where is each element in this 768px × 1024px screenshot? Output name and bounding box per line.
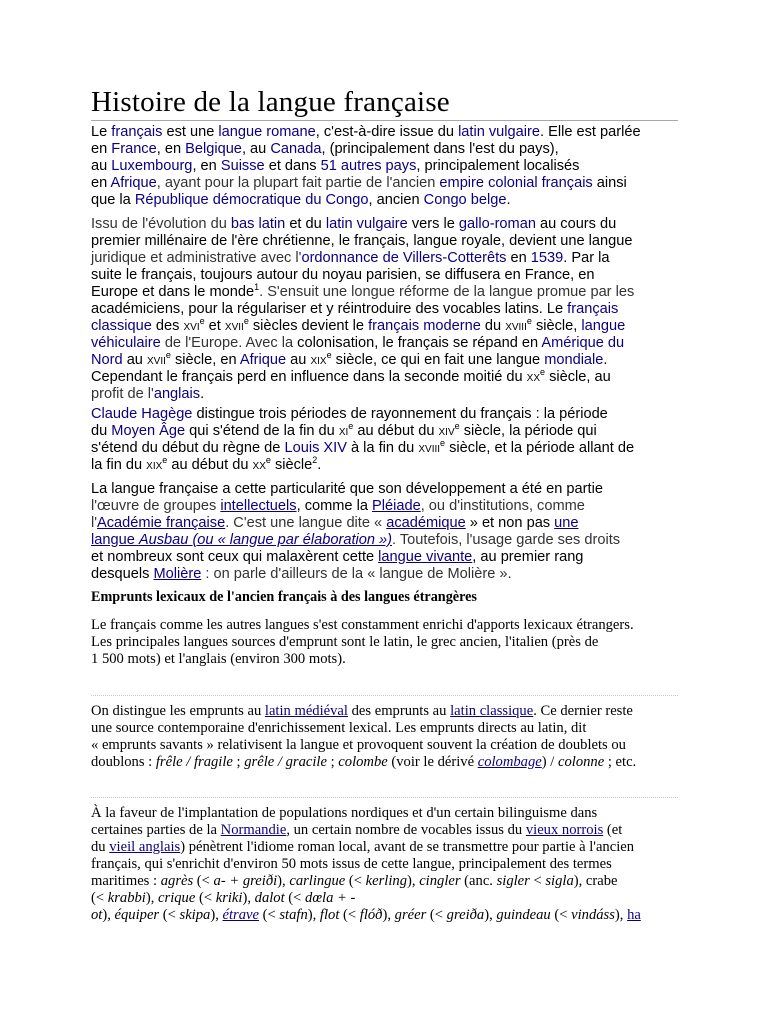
wiki-link[interactable]: latin vulgaire xyxy=(325,216,408,232)
superscript: e xyxy=(162,455,168,466)
superscript: 1 xyxy=(254,282,260,293)
text-run: juridique et administrative avec l' xyxy=(91,250,302,266)
superscript: 2 xyxy=(312,455,318,466)
text-run: distingue trois périodes de rayonnement du français : la période xyxy=(192,406,608,422)
superscript: e xyxy=(165,350,171,361)
text-run: siècles devient le xyxy=(248,318,369,334)
text-run: ), xyxy=(145,890,159,906)
text-run: xvi xyxy=(183,318,200,334)
norse-paragraph xyxy=(91,805,691,924)
text-run: flóð xyxy=(359,907,383,923)
text-run: Issu de l'évolution du xyxy=(91,216,231,232)
wiki-link[interactable]: langue xyxy=(581,318,626,334)
text-run: colonisation xyxy=(297,335,375,351)
text-run: Europe et dans le monde xyxy=(91,284,255,300)
text-run: , (principalement dans l'est du pays), xyxy=(321,141,559,157)
text-run: ) / xyxy=(541,754,558,770)
text-run: et xyxy=(204,318,225,334)
wiki-link[interactable]: étrave xyxy=(222,907,259,923)
text-run: profit de l' xyxy=(91,386,154,402)
section-separator xyxy=(91,797,678,798)
text-run: À la faveur de l'implantation de populations nordiques et d'un certain bilinguisme dans xyxy=(91,805,598,821)
text-run: (< xyxy=(426,907,447,923)
text-run: Les principales langues sources d'emprunt sont le latin, le grec ancien, l'italien (près de xyxy=(91,634,599,650)
wiki-link[interactable]: Suisse xyxy=(220,158,265,174)
text-run: suite le français, toujours autour du noyau parisien, se diffusera en France, en xyxy=(91,267,595,283)
text-run: au début du xyxy=(167,457,253,473)
text-run: , au premier rang xyxy=(472,549,584,565)
title-divider xyxy=(91,120,678,121)
wiki-link[interactable]: vieux norrois xyxy=(525,822,604,838)
text-run: Le français comme les autres langues s'est constamment enrichi d'apports lexicaux étrangers. xyxy=(91,617,634,633)
text-run: grêle / gracile xyxy=(244,754,327,770)
wiki-link[interactable]: gallo-roman xyxy=(458,216,536,232)
text-run: (< xyxy=(195,890,216,906)
text-run: et du xyxy=(285,216,326,232)
text-run: colonne xyxy=(557,754,605,770)
text-run: des emprunts au xyxy=(347,703,451,719)
wiki-link[interactable]: latin vulgaire xyxy=(458,124,540,140)
text-run: , ou d'institutions, comme xyxy=(420,498,585,514)
hagege-paragraph xyxy=(91,406,691,474)
superscript: e xyxy=(348,421,354,432)
text-run: (voir le dérivé xyxy=(387,754,478,770)
page-title: Histoire de la langue française xyxy=(91,86,450,118)
text-run: maritimes : xyxy=(91,873,161,889)
text-run: . S'ensuit une longue réforme de la langue promue par les xyxy=(259,284,635,300)
text-run: , ayant pour la plupart fait partie de l'ancien xyxy=(156,175,440,191)
text-run: au xyxy=(122,352,147,368)
wiki-link[interactable]: République démocratique du Congo xyxy=(134,192,369,208)
text-run: siècle, xyxy=(531,318,582,334)
text-run: siècle xyxy=(270,457,313,473)
text-run: ; etc. xyxy=(604,754,637,770)
text-run: ot xyxy=(91,907,103,923)
text-run: xix xyxy=(310,352,327,368)
text-run: , au xyxy=(241,141,271,157)
text-run: desquels xyxy=(91,566,154,582)
text-run: , en xyxy=(156,141,186,157)
text-run: . xyxy=(603,352,608,368)
text-run: doublons : xyxy=(91,754,156,770)
text-run: ), xyxy=(242,890,255,906)
text-run: a- + greiði xyxy=(213,873,278,889)
wiki-link[interactable]: colombage xyxy=(477,754,542,770)
text-run: siècle, et la période allant de xyxy=(445,440,635,456)
text-run: xi xyxy=(338,423,349,439)
wiki-link[interactable]: 51 autres pays xyxy=(320,158,417,174)
wiki-link[interactable]: Pléiade xyxy=(372,498,421,514)
text-run: ), xyxy=(484,907,497,923)
text-run: xiv xyxy=(438,423,455,439)
text-run: ) pénètrent l'idiome roman local, avant de se transmettre pour partie à l'ancien xyxy=(180,839,635,855)
wiki-link[interactable]: langue vivante xyxy=(378,549,473,565)
text-run: équiper xyxy=(114,907,160,923)
text-run: « emprunts savants » relativisent la langue et provoquent souvent la création de doublets ou xyxy=(91,737,626,753)
text-run: ), xyxy=(210,907,223,923)
wiki-link[interactable]: langue romane xyxy=(218,124,316,140)
text-run: skipa xyxy=(179,907,211,923)
text-run: siècle, la période qui xyxy=(459,423,597,439)
text-run: , un certain nombre de vocables issus du xyxy=(286,822,526,838)
wiki-link[interactable]: français xyxy=(567,301,619,317)
text-run: ), xyxy=(102,907,115,923)
text-run: , ancien xyxy=(368,192,424,208)
latin-paragraph xyxy=(91,703,691,771)
text-run: sigler xyxy=(496,873,530,889)
text-run: et nombreux sont ceux qui malaxèrent cette xyxy=(91,549,379,565)
borrowings-paragraph xyxy=(91,617,691,668)
text-run: stafn xyxy=(279,907,308,923)
text-run: ), xyxy=(307,907,320,923)
text-run: xx xyxy=(526,369,541,385)
text-run: . Toutefois, l'usage garde ses droits xyxy=(392,532,621,548)
text-run: xix xyxy=(146,457,163,473)
text-run: : on parle d'ailleurs de la « langue de Molière ». xyxy=(201,566,512,582)
wiki-link[interactable]: Belgique xyxy=(185,141,242,157)
text-run: carlingue xyxy=(289,873,346,889)
text-run: La langue française a cette particularité que son développement a été en partie xyxy=(91,481,603,497)
wiki-link[interactable]: Claude Hagège xyxy=(91,406,193,422)
text-run: , principalement localisés xyxy=(416,158,580,174)
superscript: e xyxy=(526,316,532,327)
text-run: (< xyxy=(550,907,572,923)
text-run: xvii xyxy=(224,318,244,334)
text-run: flot xyxy=(319,907,340,923)
text-run: , le français se répand en xyxy=(374,335,542,351)
text-run: < xyxy=(529,873,546,889)
wiki-link[interactable]: ordonnance de Villers-Cotterêts xyxy=(301,250,507,266)
wiki-link[interactable]: français xyxy=(111,124,163,140)
wiki-link[interactable]: 1539 xyxy=(530,250,564,266)
text-run: , en xyxy=(192,158,221,174)
text-run: en xyxy=(506,250,531,266)
text-run: qui s'étend de la fin du xyxy=(185,423,339,439)
text-run: agrès xyxy=(160,873,194,889)
text-run: du xyxy=(480,318,506,334)
wiki-link[interactable]: Nord xyxy=(91,352,123,368)
text-run: siècle, au xyxy=(545,369,611,385)
superscript: e xyxy=(265,455,271,466)
text-run: siècle, ce qui en fait une langue xyxy=(331,352,545,368)
text-run: . xyxy=(506,192,511,208)
superscript: e xyxy=(326,350,332,361)
text-run: , c'est-à-dire issue du xyxy=(315,124,459,140)
text-run: greiða xyxy=(446,907,485,923)
text-run: de l'Europe. Avec la xyxy=(160,335,298,351)
superscript: e xyxy=(440,438,446,449)
text-run: (anc. xyxy=(460,873,497,889)
wiki-link[interactable]: Ausbau (ou « langue par élaboration ») xyxy=(138,532,393,548)
text-run: . xyxy=(200,386,205,402)
text-run: (et xyxy=(603,822,623,838)
history-paragraph xyxy=(91,216,691,403)
text-run: kriki xyxy=(215,890,243,906)
text-run: s'étend du début du règne de xyxy=(91,440,285,456)
text-run: français, qui s'enrichit d'environ 50 mots issus de cette langue, principalement des termes xyxy=(91,856,612,872)
text-run: en xyxy=(91,141,112,157)
wiki-link[interactable]: intellectuels xyxy=(220,498,297,514)
wiki-link[interactable]: Louis XIV xyxy=(284,440,347,456)
text-run: cingler xyxy=(419,873,461,889)
text-run: sigla xyxy=(545,873,574,889)
text-run: est une xyxy=(162,124,219,140)
text-run: des xyxy=(151,318,184,334)
wiki-link[interactable]: vieil anglais xyxy=(109,839,181,855)
wiki-link[interactable]: anglais xyxy=(153,386,201,402)
superscript: e xyxy=(243,316,249,327)
wiki-link[interactable]: mondiale xyxy=(544,352,604,368)
section-separator xyxy=(91,695,678,696)
text-run: ; xyxy=(326,754,339,770)
text-run: crique xyxy=(158,890,196,906)
text-run: . Par la xyxy=(563,250,610,266)
text-run: au xyxy=(286,352,311,368)
text-run: xviii xyxy=(505,318,527,334)
text-run: la fin du xyxy=(91,457,147,473)
text-run: académiciens, pour la régulariser et y réintroduire des vocables latins. Le xyxy=(91,301,568,317)
text-run: . xyxy=(317,457,322,473)
wiki-link[interactable]: Molière xyxy=(153,566,202,582)
superscript: e xyxy=(199,316,205,327)
wiki-link[interactable]: Canada xyxy=(270,141,322,157)
text-run: ), crabe xyxy=(573,873,618,889)
text-run: (< xyxy=(284,890,306,906)
text-run: au xyxy=(91,158,112,174)
text-run: . Elle est parlée xyxy=(540,124,641,140)
text-run: 1 500 mots) et l'anglais (environ 300 mots). xyxy=(91,651,346,667)
wiki-link[interactable]: Afrique xyxy=(239,352,287,368)
wiki-link[interactable]: une xyxy=(554,515,579,531)
intro-paragraph xyxy=(91,124,691,209)
text-run: l'œuvre de groupes xyxy=(91,498,221,514)
text-run: guindeau xyxy=(496,907,551,923)
text-run: frêle / fragile xyxy=(155,754,233,770)
text-run: On distingue les emprunts au xyxy=(91,703,265,719)
text-run: premier millénaire de l'ère chrétienne, le français, langue royale, devient une langue xyxy=(91,233,633,249)
wiki-link[interactable]: latin classique xyxy=(450,703,534,719)
text-run: siècle, en xyxy=(170,352,240,368)
text-run: en xyxy=(91,175,111,191)
text-run: (< xyxy=(159,907,180,923)
superscript: e xyxy=(454,421,460,432)
text-run: vindáss xyxy=(571,907,615,923)
text-run: kerling xyxy=(365,873,408,889)
wiki-link[interactable]: Académie française xyxy=(97,515,226,531)
text-run: au cours du xyxy=(535,216,617,232)
text-run: dalot xyxy=(254,890,285,906)
text-run: xx xyxy=(252,457,266,473)
wiki-link[interactable]: Luxembourg xyxy=(111,158,193,174)
text-run: dœla + - xyxy=(305,890,356,906)
text-run: du xyxy=(91,839,110,855)
text-run: krabbi xyxy=(107,890,146,906)
text-run: Cependant le français perd en influence dans la seconde moitié du xyxy=(91,369,527,385)
wiki-link[interactable]: Normandie xyxy=(220,822,287,838)
wiki-link[interactable]: Moyen Âge xyxy=(111,423,186,439)
text-run: une source contemporaine d'enrichissement lexical. Les emprunts directs au latin, dit xyxy=(91,720,587,736)
text-run: ainsi xyxy=(592,175,627,191)
text-run: à la fin du xyxy=(346,440,419,456)
text-run: (< xyxy=(345,873,366,889)
text-run: . C'est une langue dite « xyxy=(225,515,387,531)
wiki-link[interactable]: français moderne xyxy=(368,318,481,334)
wiki-link[interactable]: ha xyxy=(627,907,641,923)
wiki-link[interactable]: classique xyxy=(91,318,152,334)
superscript: e xyxy=(540,367,546,378)
wiki-link[interactable]: Amérique du xyxy=(541,335,625,351)
text-run: ), xyxy=(614,907,628,923)
text-run: xvii xyxy=(146,352,166,368)
text-run: Le xyxy=(91,124,112,140)
text-run: » et non pas xyxy=(465,515,555,531)
wiki-link[interactable]: empire colonial français xyxy=(439,175,593,191)
text-run: ), xyxy=(277,873,290,889)
wiki-link[interactable]: latin médiéval xyxy=(264,703,348,719)
text-run: . Ce dernier reste xyxy=(533,703,633,719)
wiki-link[interactable]: langue xyxy=(91,532,139,548)
text-run: ), xyxy=(407,873,420,889)
text-run: (< xyxy=(339,907,360,923)
section-heading: Emprunts lexicaux de l'ancien français à des langues étrangères xyxy=(91,589,477,605)
wiki-link[interactable]: Congo belge xyxy=(423,192,507,208)
text-run: et dans xyxy=(264,158,321,174)
wiki-link[interactable]: bas latin xyxy=(230,216,286,232)
text-run: du xyxy=(91,423,112,439)
text-run: au début du xyxy=(353,423,439,439)
text-run: (< xyxy=(193,873,214,889)
text-run: ; xyxy=(232,754,245,770)
text-run: gréer xyxy=(394,907,427,923)
text-run: vers le xyxy=(407,216,459,232)
wiki-link[interactable]: véhiculaire xyxy=(91,335,161,351)
text-run: (< xyxy=(91,890,108,906)
wiki-link[interactable]: académique xyxy=(386,515,466,531)
wiki-link[interactable]: Afrique xyxy=(110,175,157,191)
text-run: certaines parties de la xyxy=(91,822,221,838)
text-run: que la xyxy=(91,192,135,208)
wiki-link[interactable]: France xyxy=(111,141,157,157)
text-run: colombe xyxy=(338,754,388,770)
text-run: l' xyxy=(91,515,98,531)
particularity-paragraph xyxy=(91,481,691,583)
text-run: , comme la xyxy=(296,498,373,514)
text-run: ), xyxy=(382,907,395,923)
text-run: xviii xyxy=(418,440,441,456)
text-run: (< xyxy=(258,907,280,923)
